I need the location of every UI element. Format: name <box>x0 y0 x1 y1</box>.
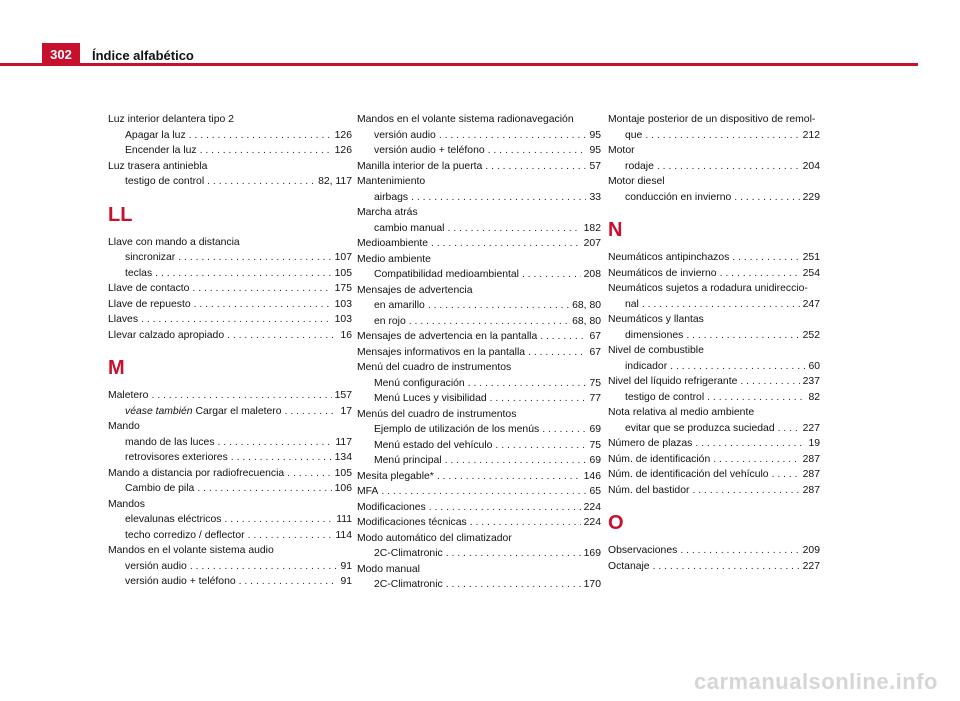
dot-leader <box>197 481 331 497</box>
dot-leader <box>200 143 332 159</box>
index-heading: Menú del cuadro de instrumentos <box>357 362 512 373</box>
index-subentry[interactable] <box>357 190 601 206</box>
index-subentry[interactable] <box>357 577 601 593</box>
entry-label <box>125 404 282 420</box>
dot-leader <box>680 543 799 559</box>
dot-leader <box>428 298 569 314</box>
index-entry[interactable] <box>608 266 820 282</box>
dot-leader <box>772 467 800 483</box>
index-heading: Mensajes de advertencia <box>357 284 473 296</box>
page-reference: 82 <box>808 391 820 403</box>
entry-label: en amarillo <box>374 300 425 311</box>
index-column-1 <box>108 112 352 590</box>
entry-label: Neumáticos antipinchazos <box>608 252 730 263</box>
entry-label: techo corredizo / deflector <box>125 529 245 541</box>
page-reference: 157 <box>334 390 352 401</box>
entry-label: Menú principal <box>374 455 442 466</box>
index-heading: Neumáticos sujetos a rodadura unidireccio- <box>608 283 808 294</box>
page-reference: 212 <box>802 129 820 141</box>
index-heading: Mandos en el volante sistema radionavegación <box>357 114 574 125</box>
page-reference: 247 <box>802 298 820 310</box>
entry-label: Llaves <box>108 314 139 325</box>
dot-leader <box>686 328 799 344</box>
entry-label: rodaje <box>625 160 654 172</box>
page-reference: 227 <box>802 422 820 434</box>
page-reference: 17 <box>340 405 352 417</box>
index-subentry[interactable] <box>357 453 601 469</box>
dot-leader <box>446 546 581 562</box>
entry-label: airbags <box>374 191 409 203</box>
index-entry[interactable] <box>608 543 820 559</box>
entry-label: Octanaje <box>608 560 650 572</box>
index-entry[interactable] <box>108 328 352 344</box>
page-reference: 69 <box>589 455 601 466</box>
dot-leader <box>446 577 581 593</box>
page-reference: 65 <box>589 486 601 497</box>
dot-leader <box>178 250 331 266</box>
page-reference: 126 <box>334 145 352 156</box>
index-subentry[interactable] <box>608 390 820 406</box>
index-subentry[interactable] <box>357 221 601 237</box>
watermark: carmanualsonline.info <box>694 669 938 694</box>
dot-leader <box>468 376 587 392</box>
entry-label: indicador <box>625 360 668 372</box>
page-reference: 91 <box>340 576 352 587</box>
entry-label: Manilla interior de la puerta <box>357 160 483 172</box>
dot-leader <box>437 469 581 485</box>
dot-leader <box>740 374 799 390</box>
entry-label: testigo de control <box>625 391 705 403</box>
dot-leader <box>778 421 800 437</box>
page-title: Índice alfabético <box>92 48 194 63</box>
index-heading: Llave con mando a distancia <box>108 236 240 248</box>
index-entry[interactable] <box>357 329 601 345</box>
dot-leader <box>190 559 338 575</box>
entry-label: Cambio de pila <box>125 483 195 494</box>
dot-leader <box>227 328 337 344</box>
section-letter: M <box>108 357 125 379</box>
index-heading: Marcha atrás <box>357 207 418 218</box>
entry-label: que <box>625 129 643 141</box>
entry-label: Encender la luz <box>125 145 197 156</box>
index-heading: Modo manual <box>357 563 420 575</box>
entry-label: Llave de repuesto <box>108 298 191 310</box>
page-reference: 207 <box>583 238 601 249</box>
index-subentry[interactable] <box>108 128 352 144</box>
index-entry[interactable] <box>108 466 352 482</box>
entry-label: elevalunas eléctricos <box>125 514 222 525</box>
index-subentry[interactable] <box>108 174 352 190</box>
dot-leader <box>194 297 332 313</box>
page-reference: 33 <box>589 191 601 203</box>
dot-leader <box>239 574 338 590</box>
dot-leader <box>707 390 805 406</box>
page-reference: 254 <box>802 267 820 279</box>
index-subentry[interactable] <box>108 512 352 528</box>
index-entry[interactable] <box>608 374 820 390</box>
dot-leader <box>445 453 587 469</box>
dot-leader <box>429 500 581 516</box>
entry-label: Modificaciones <box>357 501 426 513</box>
dot-leader <box>540 329 586 345</box>
index-column-2 <box>357 112 601 593</box>
index-subentry[interactable] <box>357 267 601 283</box>
index-subentry[interactable] <box>108 266 352 282</box>
index-subentry[interactable] <box>108 528 352 544</box>
index-heading: Motor <box>608 145 635 156</box>
page-reference: 170 <box>583 579 601 590</box>
dot-leader <box>653 559 800 575</box>
page-reference: 182 <box>583 222 601 234</box>
index-subentry[interactable] <box>357 546 601 562</box>
entry-label: Mensajes informativos en la pantalla <box>357 346 526 358</box>
page-reference: 224 <box>583 517 601 528</box>
entry-label: dimensiones <box>625 329 684 341</box>
dot-leader <box>409 314 569 330</box>
dot-leader <box>713 452 799 468</box>
entry-label: Compatibilidad medioambiental <box>374 269 519 280</box>
entry-label: Apagar la luz <box>125 129 186 141</box>
entry-label: Observaciones <box>608 545 678 556</box>
index-heading: Mando <box>108 421 140 432</box>
entry-label: Menú configuración <box>374 377 465 389</box>
index-entry[interactable] <box>357 345 601 361</box>
dot-leader <box>411 190 586 206</box>
page-reference: 68, 80 <box>572 300 601 311</box>
entry-label: Núm. de identificación del vehículo <box>608 469 769 480</box>
page-reference: 75 <box>589 377 601 389</box>
dot-leader <box>645 128 799 144</box>
index-entry[interactable] <box>608 452 820 468</box>
entry-label: versión audio <box>125 560 187 572</box>
index-subentry[interactable] <box>608 421 820 437</box>
page-reference: 77 <box>589 393 601 404</box>
entry-label: Mando a distancia por radiofrecuencia <box>108 467 285 479</box>
entry-label: versión audio + teléfono <box>125 576 236 587</box>
entry-label: Ejemplo de utilización de los menús <box>374 424 540 435</box>
page-reference: 69 <box>589 424 601 435</box>
dot-leader <box>542 422 586 438</box>
entry-label: Mensajes de advertencia en la pantalla <box>357 331 538 342</box>
page-reference: 16 <box>340 329 352 341</box>
section-letter: O <box>608 512 624 534</box>
page-reference: 224 <box>583 501 601 513</box>
page-reference: 57 <box>589 160 601 172</box>
entry-label: Modificaciones técnicas <box>357 517 467 528</box>
index-entry[interactable] <box>357 236 601 252</box>
page-reference: 251 <box>802 252 820 263</box>
entry-label: teclas <box>125 267 153 279</box>
dot-leader <box>720 266 800 282</box>
index-subentry[interactable] <box>108 481 352 497</box>
dot-leader <box>447 221 580 237</box>
page-reference: 103 <box>334 298 352 310</box>
index-subentry[interactable] <box>357 128 601 144</box>
page-reference: 252 <box>802 329 820 341</box>
dot-leader <box>488 143 587 159</box>
dot-leader <box>248 528 333 544</box>
entry-label: cambio manual <box>374 222 445 234</box>
page-number: 302 <box>42 43 80 66</box>
page-reference: 237 <box>802 376 820 387</box>
entry-label: Llave de contacto <box>108 283 190 294</box>
index-entry[interactable] <box>357 469 601 485</box>
index-entry[interactable] <box>108 281 352 297</box>
index-entry[interactable] <box>108 388 352 404</box>
index-subentry[interactable] <box>357 314 601 330</box>
index-subentry[interactable] <box>108 559 352 575</box>
page-reference: 67 <box>589 346 601 358</box>
page-reference: 146 <box>583 470 601 482</box>
page-reference: 175 <box>334 283 352 294</box>
dot-leader <box>218 435 333 451</box>
entry-label: versión audio + teléfono <box>374 145 485 156</box>
index-heading: Nivel de combustible <box>608 345 704 356</box>
index-subentry[interactable] <box>357 298 601 314</box>
page-reference: 209 <box>802 545 820 556</box>
index-entry[interactable] <box>357 500 601 516</box>
page-reference: 227 <box>802 560 820 572</box>
entry-label: evitar que se produzca suciedad <box>625 422 775 434</box>
page-reference: 19 <box>808 438 820 449</box>
dot-leader <box>732 250 799 266</box>
page-reference: 208 <box>583 269 601 280</box>
entry-label: Nivel del líquido refrigerante <box>608 376 738 387</box>
page-reference: 204 <box>802 160 820 172</box>
index-heading: Nota relativa al medio ambiente <box>608 407 755 418</box>
dot-leader <box>141 312 332 328</box>
page-reference: 287 <box>802 453 820 465</box>
index-heading: Medio ambiente <box>357 253 431 265</box>
index-entry[interactable] <box>608 467 820 483</box>
dot-leader <box>642 297 800 313</box>
index-subentry[interactable] <box>108 435 352 451</box>
index-subentry[interactable] <box>357 391 601 407</box>
index-subentry[interactable] <box>608 297 820 313</box>
index-heading: Neumáticos y llantas <box>608 314 704 325</box>
dot-leader <box>189 128 332 144</box>
page-reference: 114 <box>335 529 352 541</box>
dot-leader <box>285 404 338 420</box>
dot-leader <box>224 512 333 528</box>
entry-label: Núm. de identificación <box>608 453 711 465</box>
entry-label: Llevar calzado apropiado <box>108 329 225 341</box>
page-reference: 103 <box>334 314 352 325</box>
entry-label: 2C-Climatronic <box>374 579 443 590</box>
index-heading: Mantenimiento <box>357 176 426 187</box>
page-reference: 60 <box>808 360 820 372</box>
section-letter: N <box>608 219 623 241</box>
index-entry[interactable] <box>357 159 601 175</box>
index-subentry[interactable] <box>108 574 352 590</box>
entry-label: 2C-Climatronic <box>374 548 443 559</box>
entry-label: en rojo <box>374 315 406 327</box>
index-entry[interactable] <box>608 483 820 499</box>
page-reference: 229 <box>802 191 820 203</box>
entry-label: Número de plazas <box>608 438 693 449</box>
dot-leader <box>431 236 581 252</box>
entry-label: Menú Luces y visibilidad <box>374 393 487 404</box>
dot-leader <box>439 128 587 144</box>
index-heading: Mandos <box>108 498 145 510</box>
dot-leader <box>734 190 799 206</box>
see-also-target: Cargar el maletero <box>195 405 282 417</box>
dot-leader <box>231 450 332 466</box>
entry-label: Maletero <box>108 390 149 401</box>
page-reference: 169 <box>583 548 601 559</box>
index-entry[interactable] <box>108 297 352 313</box>
entry-label: testigo de control <box>125 176 205 187</box>
dot-leader <box>528 345 586 361</box>
index-entry[interactable] <box>108 312 352 328</box>
index-subentry[interactable] <box>608 159 820 175</box>
page-reference: 95 <box>589 145 601 156</box>
dot-leader <box>695 436 805 452</box>
page-reference: 95 <box>589 129 601 141</box>
header-rule <box>0 63 918 66</box>
page-reference: 91 <box>340 560 352 572</box>
index-heading: Mandos en el volante sistema audio <box>108 545 274 556</box>
index-subentry[interactable] <box>357 376 601 392</box>
index-heading: Luz interior delantera tipo 2 <box>108 114 234 125</box>
entry-label: conducción en invierno <box>625 191 732 203</box>
index-column-3 <box>608 112 820 574</box>
index-heading: Menús del cuadro de instrumentos <box>357 408 517 420</box>
page-reference: 111 <box>336 514 352 525</box>
entry-label: sincronizar <box>125 252 176 263</box>
entry-label: Menú estado del vehículo <box>374 439 493 451</box>
entry-label: Mesita plegable* <box>357 470 434 482</box>
index-subentry[interactable] <box>357 438 601 454</box>
page-reference: 75 <box>589 439 601 451</box>
index-subentry[interactable] <box>608 190 820 206</box>
page-reference: 82, 117 <box>318 176 352 187</box>
index-heading: Montaje posterior de un dispositivo de remol- <box>608 114 816 125</box>
index-subentry[interactable] <box>608 328 820 344</box>
dot-leader <box>207 174 315 190</box>
page-reference: 67 <box>589 331 601 342</box>
see-also-label: véase también <box>125 405 193 417</box>
dot-leader <box>381 484 586 500</box>
section-letter: LL <box>108 203 133 226</box>
index-entry[interactable] <box>357 484 601 500</box>
index-entry[interactable] <box>357 515 601 531</box>
entry-label: MFA <box>357 486 379 497</box>
page-reference: 287 <box>802 484 820 496</box>
dot-leader <box>495 438 586 454</box>
dot-leader <box>670 359 805 375</box>
entry-label: Medioambiente <box>357 238 429 249</box>
dot-leader <box>287 466 331 482</box>
index-entry[interactable] <box>608 436 820 452</box>
page-reference: 106 <box>334 483 352 494</box>
dot-leader <box>485 159 586 175</box>
index-entry[interactable] <box>608 559 820 575</box>
page-reference: 287 <box>802 469 820 480</box>
index-heading: Modo automático del climatizador <box>357 532 512 544</box>
index-subentry[interactable] <box>608 359 820 375</box>
page-reference: 68, 80 <box>572 315 601 327</box>
page-reference: 117 <box>335 436 352 448</box>
dot-leader <box>192 281 331 297</box>
entry-label: Núm. del bastidor <box>608 484 690 496</box>
index-heading: Luz trasera antiniebla <box>108 160 208 172</box>
dot-leader <box>151 388 331 404</box>
dot-leader <box>490 391 587 407</box>
page-reference: 107 <box>334 252 352 263</box>
index-subentry[interactable] <box>108 250 352 266</box>
entry-label: retrovisores exteriores <box>125 452 228 463</box>
index-subentry[interactable] <box>108 143 352 159</box>
page-reference: 105 <box>334 267 352 279</box>
index-subentry[interactable] <box>608 128 820 144</box>
dot-leader <box>155 266 332 282</box>
index-heading: Motor diesel <box>608 176 665 187</box>
dot-leader <box>657 159 800 175</box>
index-subentry[interactable] <box>108 450 352 466</box>
dot-leader <box>470 515 581 531</box>
page-reference: 134 <box>334 452 352 463</box>
dot-leader <box>522 267 581 283</box>
page-reference: 126 <box>334 129 352 141</box>
index-subentry[interactable] <box>357 422 601 438</box>
index-entry[interactable] <box>608 250 820 266</box>
entry-label: mando de las luces <box>125 436 215 448</box>
index-subentry[interactable] <box>357 143 601 159</box>
dot-leader <box>692 483 799 499</box>
entry-label: versión audio <box>374 129 436 141</box>
index-subentry[interactable] <box>108 404 352 420</box>
entry-label: nal <box>625 298 639 310</box>
entry-label: Neumáticos de invierno <box>608 267 717 279</box>
page-reference: 105 <box>334 467 352 479</box>
